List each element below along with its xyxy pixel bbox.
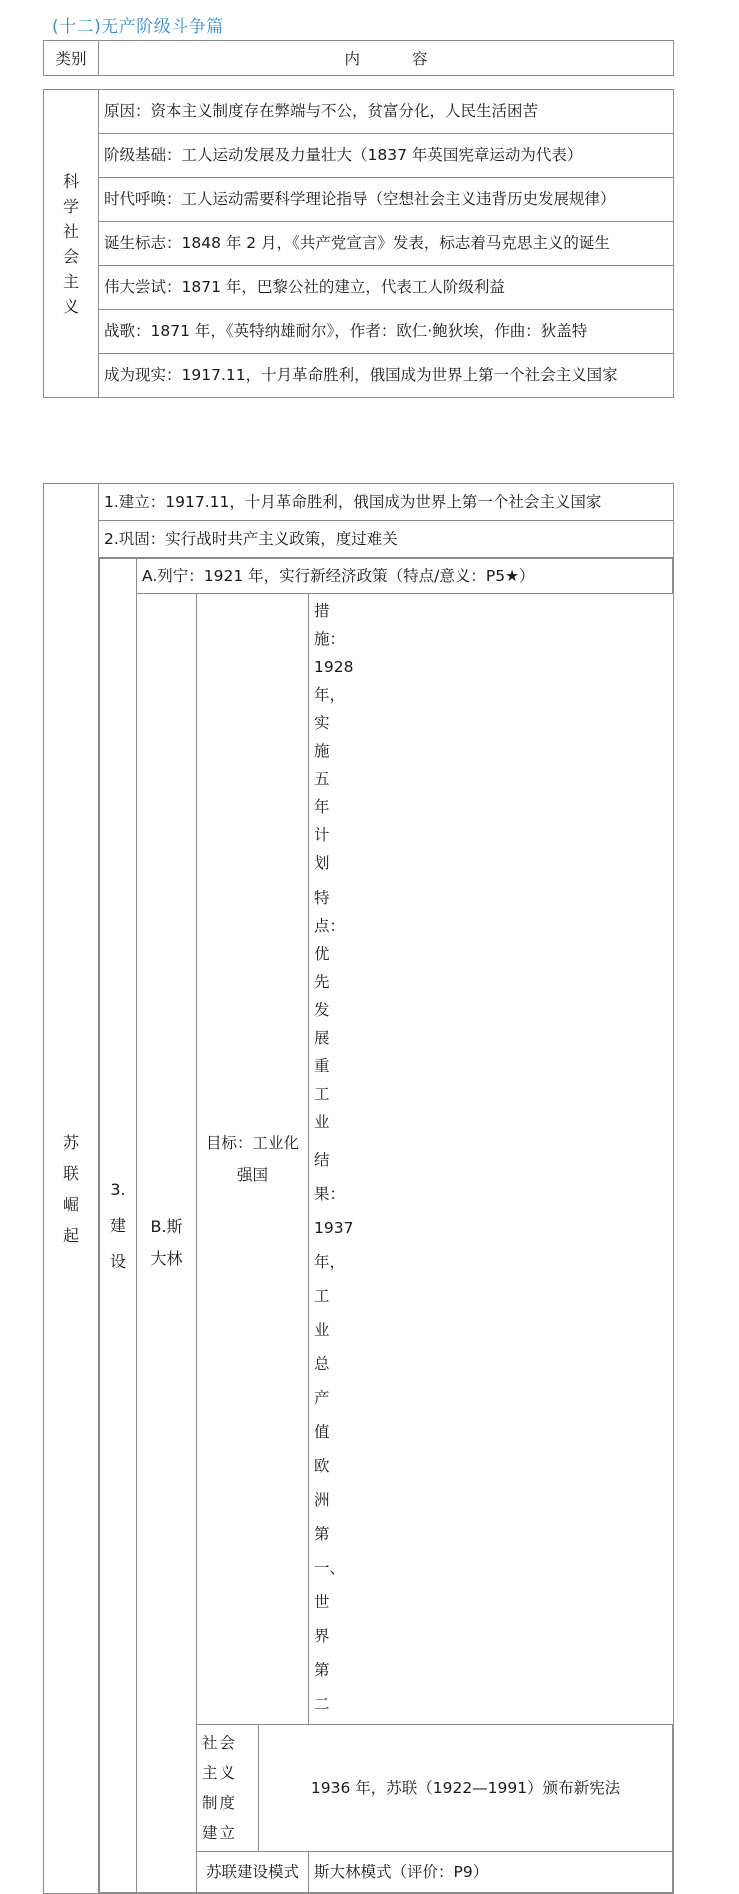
content-row: 诞生标志：1848 年 2 月，《共产党宣言》发表，标志着马克思主义的诞生: [99, 222, 674, 266]
build-cell: [99, 558, 674, 1894]
lenin-row: A.列宁：1921 年，实行新经济政策（特点/意义：P5★）: [137, 559, 673, 594]
build-label: 3.建设: [109, 1179, 126, 1271]
content-row: 阶级基础：工人运动发展及力量壮大（1837 年英国宪章运动为代表）: [99, 134, 674, 178]
header-category: 类别: [44, 41, 99, 76]
header-content: 内容: [99, 41, 674, 76]
content-row: 1.建立：1917.11，十月革命胜利，俄国成为世界上第一个社会主义国家: [99, 484, 674, 521]
category-cell: [44, 90, 99, 398]
category-cell: [44, 484, 99, 1894]
model-content: 斯大林模式（评价：P9）: [309, 1852, 673, 1893]
category-label: 苏联崛起: [62, 1132, 79, 1245]
section-scientific-socialism: [43, 89, 674, 398]
content-row: 伟大尝试：1871 年，巴黎公社的建立，代表工人阶级利益: [99, 266, 674, 310]
goal-block: [197, 594, 354, 1725]
system-content: 1936 年，苏联（1922—1991）颁布新宪法: [259, 1725, 673, 1852]
header-table: [43, 40, 674, 76]
stalin-label: B.斯大林: [150, 1217, 183, 1268]
goal-table: 目标：工业化强国 措施：1928 年，实施五年计划 特点：优先发展重工业 结果：1937 年，工业总产值欧洲第一、世界第二: [196, 593, 309, 1725]
category-label: 科学社会主义: [62, 171, 79, 316]
goal-label: 目标：工业化强国: [197, 594, 309, 1725]
build-table: [99, 558, 673, 1893]
page-title: (十二)无产阶级斗争篇: [52, 17, 224, 37]
content-row: 战歌：1871 年，《英特纳雄耐尔》，作者：欧仁·鲍狄埃，作曲：狄盖特: [99, 310, 674, 354]
build-label-cell: [100, 559, 137, 1893]
content-row: 时代呼唤：工人运动需要科学理论指导（空想社会主义违背历史发展规律）: [99, 178, 674, 222]
section-soviet-rise: [43, 483, 674, 1894]
model-label: 苏联建设模式: [197, 1852, 309, 1893]
content-row: 成为现实：1917.11，十月革命胜利，俄国成为世界上第一个社会主义国家: [99, 354, 674, 398]
system-label: 社会主义制度建立: [197, 1725, 259, 1852]
content-row: 原因：资本主义制度存在弊端与不公，贫富分化，人民生活困苦: [99, 90, 674, 134]
stalin-label-cell: [137, 594, 197, 1893]
content-row: 2.巩固：实行战时共产主义政策，度过难关: [99, 521, 674, 558]
